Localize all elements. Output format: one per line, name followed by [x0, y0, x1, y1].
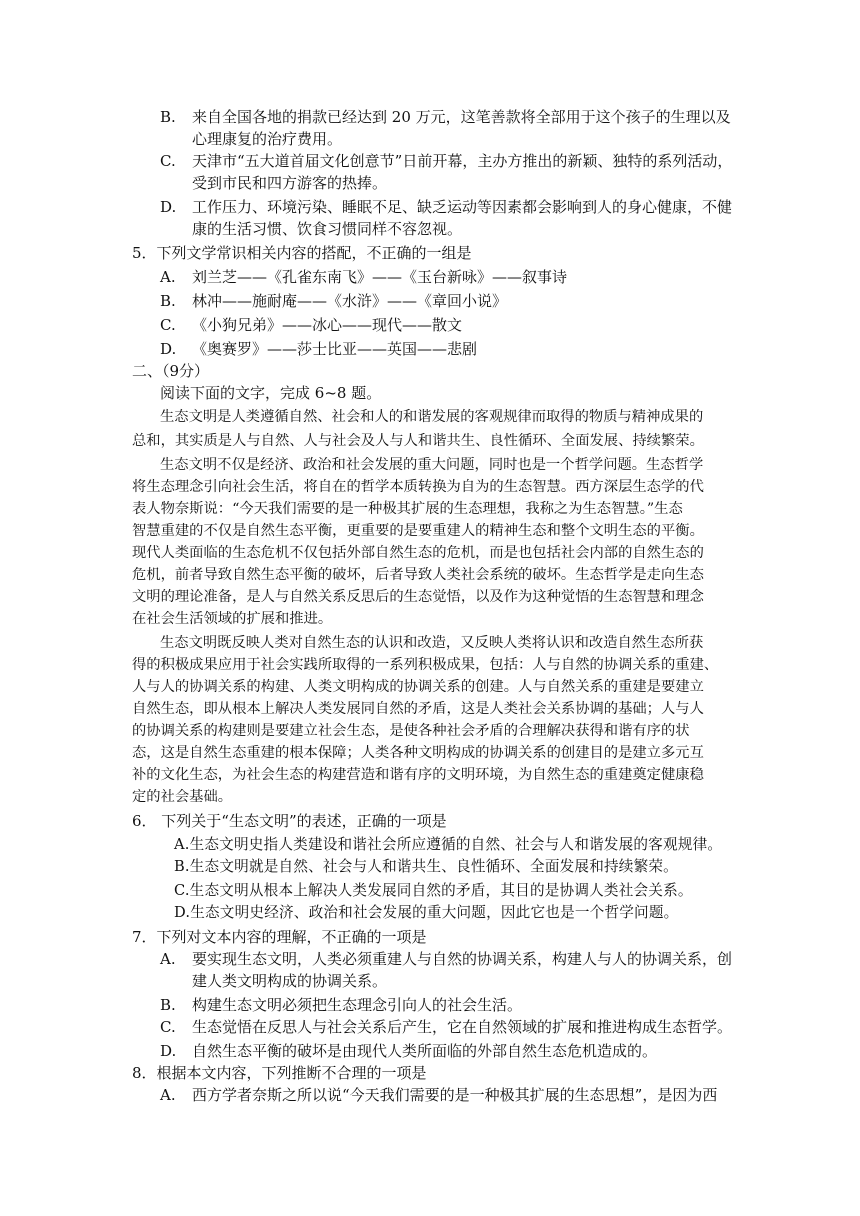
- passage-p1-line: 总和，其实质是人与自然、人与社会及人与人和谐共生、良性循环、全面发展、持续繁荣。: [132, 433, 704, 449]
- passage-p3-line: 自然生态，即从根本上解决人类发展同自然的矛盾，这是人类社会关系协调的基础；人与人: [132, 701, 704, 717]
- q5-option-c-marker: C.: [160, 316, 176, 334]
- q8-option-a-line1: 西方学者奈斯之所以说“今天我们需要的是一种极其扩展的生态思想”，是因为西: [192, 1086, 718, 1104]
- passage-p2-line: 生态文明不仅是经济、政治和社会发展的重大问题，同时也是一个哲学问题。生态哲学: [160, 457, 704, 473]
- passage-p2-line: 危机，前者导致自然生态平衡的破坏，后者导致人类社会系统的破坏。生态哲学是走向生态: [132, 567, 704, 583]
- q5-option-c-text: 《小狗兄弟》——冰心——现代——散文: [192, 316, 463, 334]
- q8-stem: 8．根据本文内容，下列推断不合理的一项是: [132, 1064, 427, 1082]
- passage-p1-line: 生态文明是人类遵循自然、社会和人的和谐发展的客观规律而取得的物质与精神成果的: [160, 409, 704, 425]
- q5-option-b-marker: B.: [160, 292, 176, 310]
- passage-p3-line: 态，这是自然生态重建的根本保障；人类各种文明构成的协调关系的创建目的是建立多元互: [132, 745, 704, 761]
- passage-p2-line: 在社会生活领域的扩展和推进。: [132, 611, 333, 627]
- passage-p3-line: 的协调关系的构建则是要建立社会生态，是使各种社会矛盾的合理解决获得和谐有序的状: [132, 723, 690, 739]
- passage-p2-line: 智慧重建的不仅是自然生态平衡，更重要的是要重建人的精神生态和整个文明生态的平衡。: [132, 523, 704, 539]
- q4-option-c-marker: C.: [160, 152, 176, 170]
- passage-p3-line: 得的积极成果应用于社会实践所取得的一系列积极成果，包括：人与自然的协调关系的重建、: [132, 657, 719, 673]
- passage-p2-line: 现代人类面临的生态危机不仅包括外部自然生态的危机，而是也包括社会内部的自然生态的: [132, 545, 704, 561]
- passage-p3-line: 定的社会基础。: [132, 789, 233, 805]
- passage-p3-line: 补的文化生态，为社会生态的构建营造和谐有序的文明环境，为自然生态的重建奠定健康稳: [132, 767, 704, 783]
- q7-option-a-marker: A.: [160, 950, 176, 968]
- q7-option-d-marker: D.: [160, 1042, 177, 1060]
- passage-p2-line: 将生态理念引向社会生活，将自在的哲学本质转换为自为的生态智慧。西方深层生态学的代: [132, 479, 704, 495]
- q7-option-c-marker: C.: [160, 1018, 176, 1036]
- passage-p3-line: 生态文明既反映人类对自然生态的认识和改造，又反映人类将认识和改造自然生态所获: [160, 635, 704, 651]
- q4-option-b-marker: B.: [160, 108, 176, 126]
- q5-option-b-text: 林冲——施耐庵——《水浒》——《章回小说》: [192, 292, 508, 310]
- q4-option-b-line2: 心理康复的治疗费用。: [192, 130, 343, 148]
- q5-option-d-text: 《奥赛罗》——莎士比亚——英国——悲剧: [192, 340, 478, 358]
- q6-option-d: D.生态文明史经济、政治和社会发展的重大问题，因此它也是一个哲学问题。: [174, 904, 679, 921]
- passage-p2-line: 文明的理论准备，是人与自然关系反思后的生态觉悟，以及作为这种觉悟的生态智慧和理念: [132, 589, 704, 605]
- q4-option-d-marker: D.: [160, 198, 177, 216]
- section-heading: 二、（9分）: [132, 362, 210, 380]
- q7-option-c-text: 生态觉悟在反思人与社会关系后产生，它在自然领域的扩展和推进构成生态哲学。: [192, 1018, 733, 1036]
- q5-stem: 5．下列文学常识相关内容的搭配，不正确的一组是: [132, 244, 472, 262]
- q5-option-d-marker: D.: [160, 340, 177, 358]
- q4-option-d-line1: 工作压力、环境污染、睡眠不足、缺乏运动等因素都会影响到人的身心健康，不健: [192, 198, 733, 216]
- q6-option-a: A.生态文明史指人类建设和谐社会所应遵循的自然、社会与人和谐发展的客观规律。: [174, 836, 723, 853]
- q7-option-a-line2: 建人类文明构成的协调关系。: [192, 972, 388, 990]
- q4-option-b-line1: 来自全国各地的捐款已经达到 20 万元，这笔善款将全部用于这个孩子的生理以及: [192, 108, 731, 126]
- q4-option-c-line1: 天津市“五大道首届文化创意节”日前开幕，主办方推出的新颖、独特的系列活动，: [192, 152, 733, 170]
- q5-option-a-text: 刘兰芝——《孔雀东南飞》——《玉台新咏》——叙事诗: [192, 268, 568, 286]
- q7-option-b-text: 构建生态文明必须把生态理念引向人的社会生活。: [192, 996, 523, 1014]
- q8-option-a-marker: A.: [160, 1086, 176, 1104]
- q4-option-c-line2: 受到市民和四方游客的热捧。: [192, 174, 388, 192]
- q7-option-b-marker: B.: [160, 996, 176, 1014]
- reading-instruction: 阅读下面的文字，完成 6~8 题。: [160, 384, 382, 402]
- q6-stem: 6． 下列关于“生态文明”的表述，正确的一项是: [132, 812, 447, 830]
- q5-option-a-marker: A.: [160, 268, 176, 286]
- q6-option-b: B.生态文明就是自然、社会与人和谐共生、良性循环、全面发展和持续繁荣。: [174, 858, 678, 875]
- q7-stem: 7．下列对文本内容的理解，不正确的一项是: [132, 928, 427, 946]
- q7-option-d-text: 自然生态平衡的破坏是由现代人类所面临的外部自然生态危机造成的。: [192, 1042, 658, 1060]
- passage-p2-line: 表人物奈斯说：“今天我们需要的是一种极其扩展的生态理想，我称之为生态智慧。”生态: [132, 501, 683, 517]
- q4-option-d-line2: 康的生活习惯、饮食习惯同样不容忽视。: [192, 220, 463, 238]
- q7-option-a-line1: 要实现生态文明，人类必须重建人与自然的协调关系，构建人与人的协调关系，创: [192, 950, 733, 968]
- q6-option-c: C.生态文明从根本上解决人类发展同自然的矛盾，其目的是协调人类社会关系。: [174, 882, 693, 899]
- passage-p3-line: 人与人的协调关系的构建、人类文明构成的协调关系的创建。人与自然关系的重建是要建立: [132, 679, 704, 695]
